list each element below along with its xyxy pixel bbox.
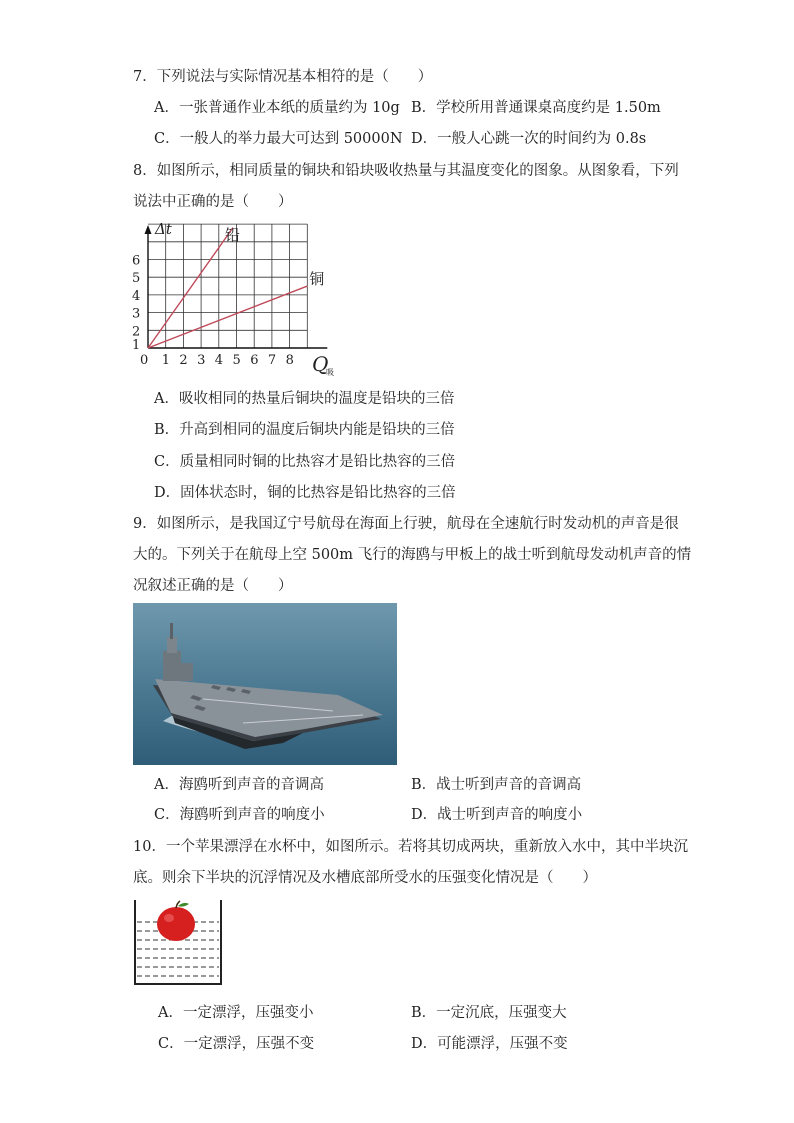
x-axis-label: Q [312, 352, 329, 376]
q10-option-a: A．一定漂浮，压强变小 [158, 1005, 314, 1021]
q9-stem-line2: 大的。下列关于在航母上空 500m 飞行的海鸥与甲板上的战士听到航母发动机声音的情 [133, 547, 692, 563]
y-tick-label: 1 [132, 338, 141, 353]
y-axis-label: Δt [155, 222, 172, 238]
q8-stem-line1: 8．如图所示，相同质量的铜块和铅块吸收热量与其温度变化的图象。从图象看，下列 [133, 163, 679, 179]
x-tick-label: 4 [214, 353, 224, 368]
q8-option-a: A．吸收相同的热量后铜块的温度是铅块的三倍 [154, 391, 455, 407]
q9-option-c: C．海鸥听到声音的响度小 [154, 807, 325, 823]
temperature-heat-graph [128, 222, 358, 378]
y-tick-label: 3 [132, 306, 141, 322]
x-tick-label: 5 [232, 353, 241, 368]
series-label-1: 铜 [309, 270, 325, 289]
q7-option-d: D．一般人心跳一次的时间约为 0.8s [411, 131, 647, 147]
x-tick-label: 8 [285, 353, 294, 368]
graph-tick-labels [132, 254, 294, 369]
q7-stem: 7．下列说法与实际情况基本相符的是（ ） [133, 69, 433, 85]
q7-option-a: A．一张普通作业本纸的质量约为 10g [154, 100, 400, 116]
apple-in-water-diagram [131, 898, 225, 988]
y-axis-arrow-icon [145, 225, 152, 234]
x-tick-label: 7 [267, 353, 277, 368]
q8-option-d: D．固体状态时，铜的比热容是铅比热容的三倍 [154, 485, 456, 501]
q8-stem-line2: 说法中正确的是（ ） [133, 194, 293, 210]
q9-option-a: A．海鸥听到声音的音调高 [154, 777, 324, 793]
y-tick-label: 4 [132, 288, 141, 304]
q9-stem-line1: 9．如图所示，是我国辽宁号航母在海面上行驶，航母在全速航行时发动机的声音是很 [133, 516, 679, 532]
x-axis-label-subscript: 吸 [326, 368, 334, 377]
y-tick-label: 5 [132, 271, 141, 287]
aircraft-carrier-photo [133, 603, 397, 765]
x-tick-label: 0 [140, 353, 149, 368]
x-tick-label: 3 [197, 353, 206, 368]
y-tick-label: 2 [132, 324, 141, 340]
q8-option-b: B．升高到相同的温度后铜块内能是铅块的三倍 [154, 422, 455, 438]
x-tick-label: 6 [250, 353, 259, 368]
apple-icon [157, 901, 195, 941]
q9-stem-line3: 况叙述正确的是（ ） [133, 578, 293, 594]
q10-option-d: D．可能漂浮，压强不变 [411, 1036, 568, 1052]
q8-option-c: C．质量相同时铜的比热容才是铅比热容的三倍 [154, 454, 456, 470]
series-line-1 [148, 286, 307, 348]
q7-option-b: B．学校所用普通课桌高度约是 1.50m [411, 100, 661, 116]
q9-option-d: D．战士听到声音的响度小 [411, 807, 583, 823]
x-tick-label: 1 [161, 353, 170, 368]
series-label-0: 铅 [224, 226, 240, 244]
y-tick-label: 6 [132, 253, 141, 269]
q10-stem-line2: 底。则余下半块的沉浮情况及水槽底部所受水的压强变化情况是（ ） [133, 870, 597, 886]
q10-option-c: C．一定漂浮，压强不变 [158, 1036, 315, 1052]
q7-option-c: C．一般人的举力最大可达到 50000N [154, 131, 403, 147]
q10-option-b: B．一定沉底，压强变大 [411, 1005, 567, 1021]
q9-option-b: B．战士听到声音的音调高 [411, 777, 582, 793]
x-tick-label: 2 [179, 353, 188, 368]
q10-stem-line1: 10．一个苹果漂浮在水杯中，如图所示。若将其切成两块，重新放入水中，其中半块沉 [133, 839, 688, 855]
